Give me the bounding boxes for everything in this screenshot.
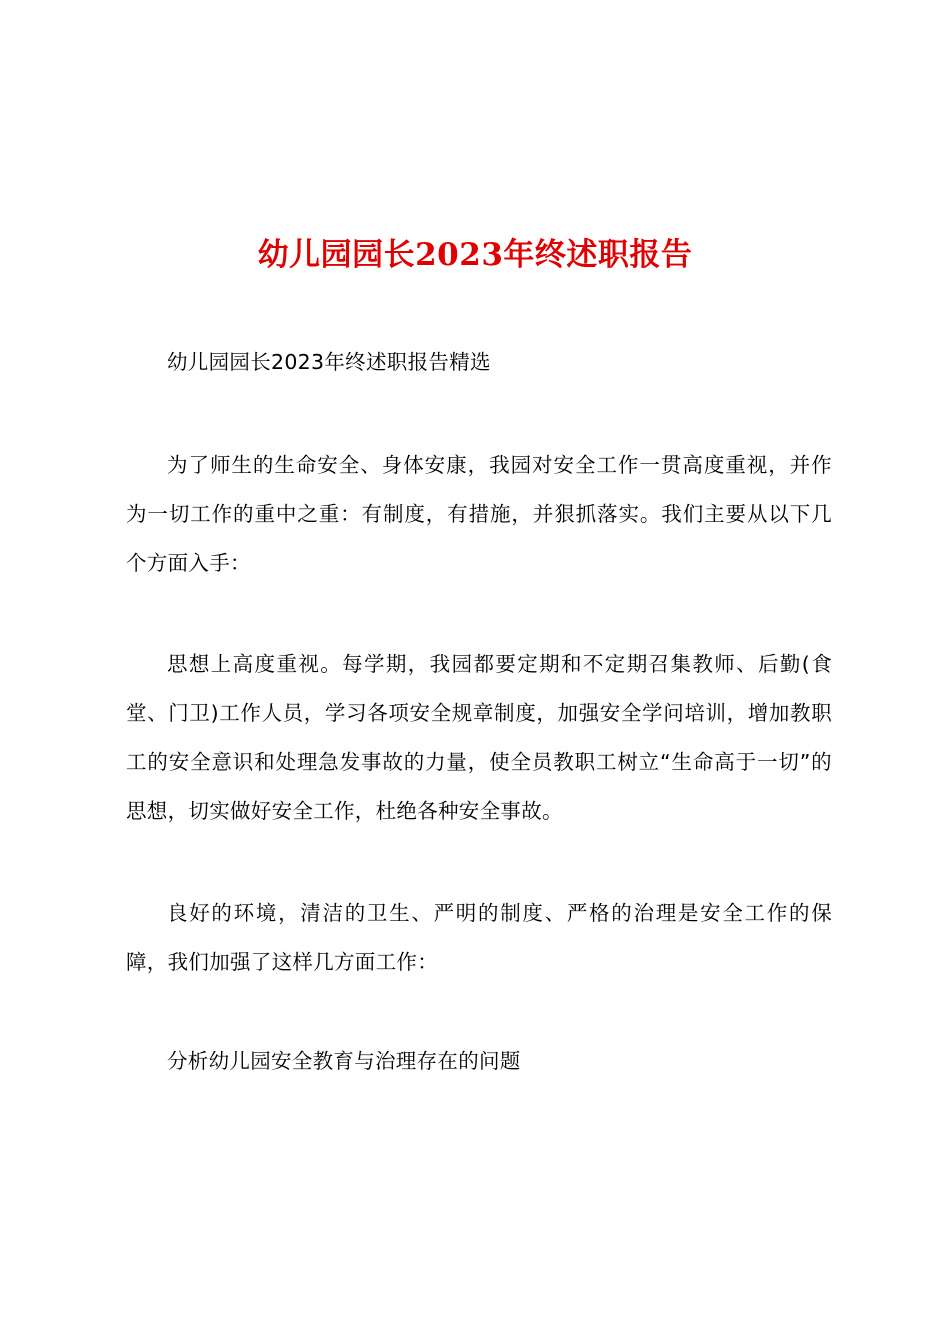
paragraph-safety-intro: 为了师生的生命安全、身体安康，我园对安全工作一贯高度重视，并作为一切工作的重中之重：有制度，有措施，并狠抓落实。我们主要从以下几个方面入手： [126,453,832,575]
paragraph-environment: 良好的环境，清洁的卫生、严明的制度、严格的治理是安全工作的保障，我们加强了这样几方面工作： [126,901,832,974]
document-title: 幼儿园园长2023年终述职报告 [257,236,693,273]
paragraph-ideological-emphasis: 思想上高度重视。每学期，我园都要定期和不定期召集教师、后勤(食堂、门卫)工作人员，学习各项安全规章制度，加强安全学问培训，增加教职工的安全意识和处理急发事故的力量，使全员教职工树立“生命高于一切”的思想，切实做好安全工作，杜绝各种安全事故。 [126,652,832,823]
document-subtitle: 幼儿园园长2023年终述职报告精选 [167,350,491,374]
paragraph-analysis-heading: 分析幼儿园安全教育与治理存在的问题 [167,1049,521,1073]
